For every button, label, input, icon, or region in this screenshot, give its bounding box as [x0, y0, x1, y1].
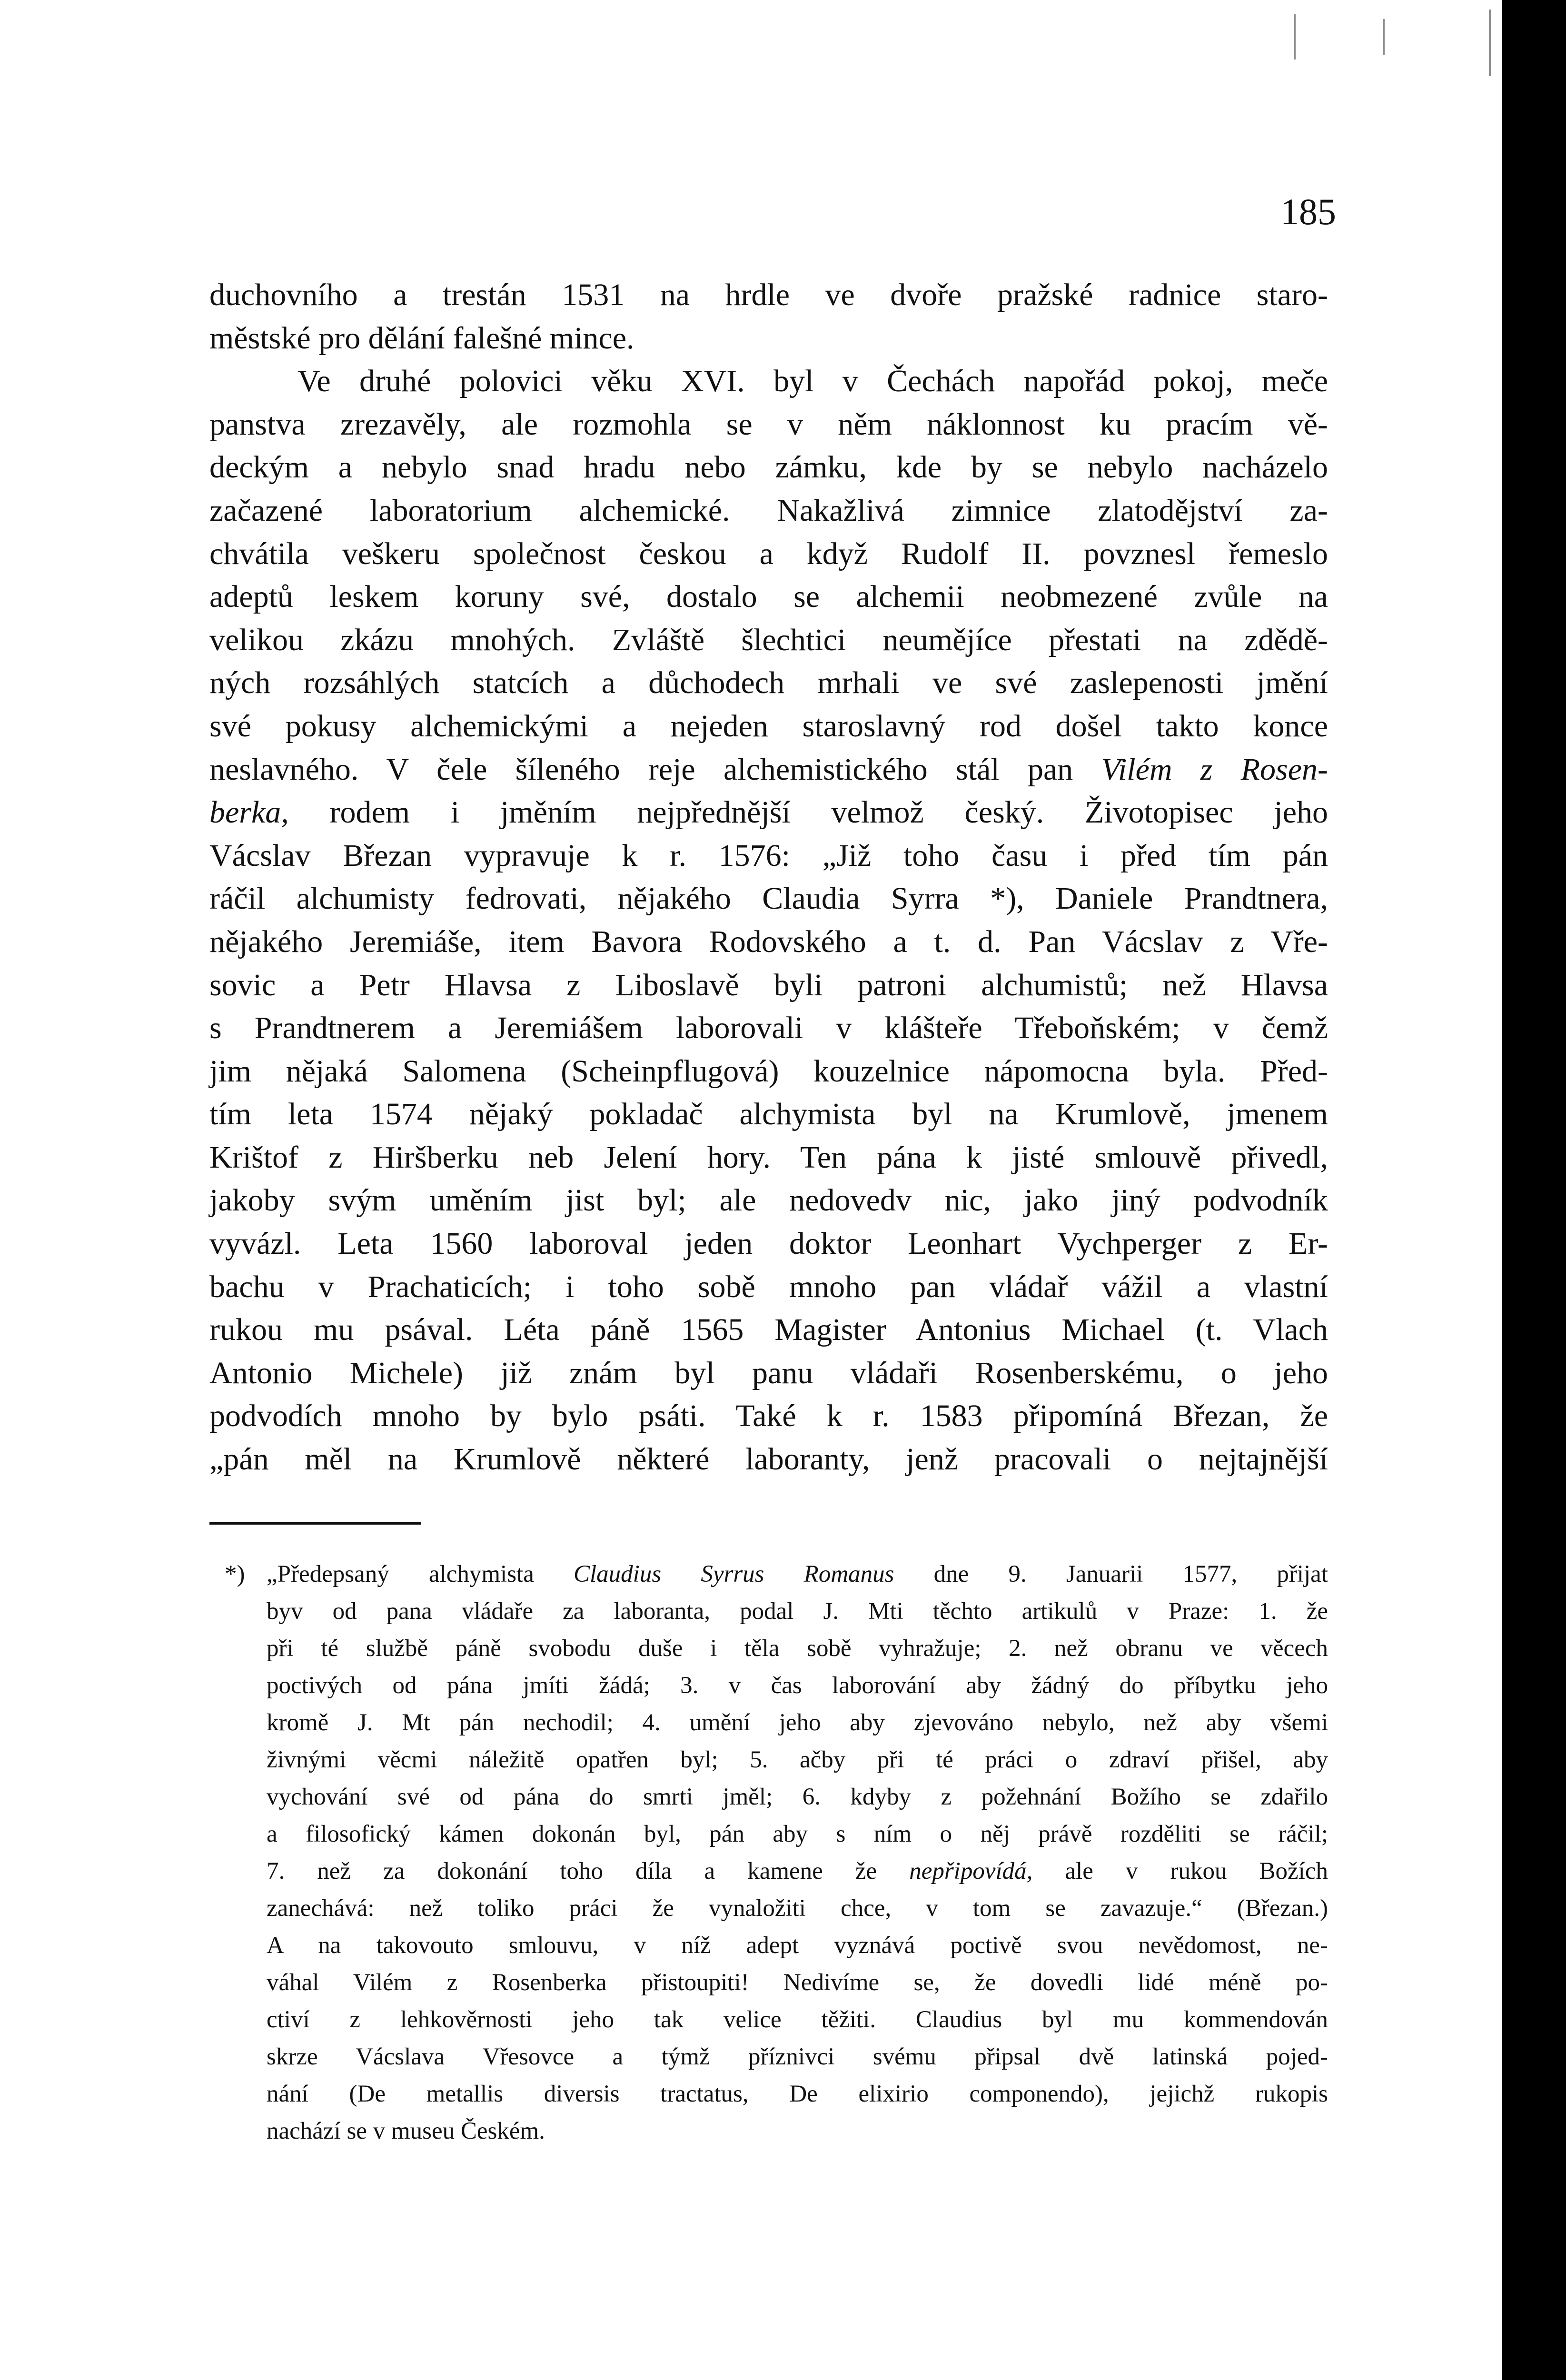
text-line: Krištof z Hiršberku neb Jelení hory. Ten pána k jisté smlouvě přivedl,: [209, 1140, 1328, 1175]
footnote-marker: *): [225, 1561, 245, 1587]
text-line: panstva zrezavěly, ale rozmohla se v něm náklonnost ku pracím vě-: [209, 407, 1328, 442]
text-line: jakoby svým uměním jist byl; ale nedovedv nic, jako jiný podvodník: [209, 1183, 1328, 1218]
italic-name: nepřipovídá,: [909, 1858, 1033, 1884]
text-segment: „Předepsaný alchymista: [267, 1561, 574, 1587]
text-line: chvátila veškeru společnost českou a když Rudolf II. povznesl řemeslo: [209, 536, 1328, 571]
text-line: poctivých od pána jmíti žádá; 3. v čas laborování aby žádný do příbytku jeho: [267, 1672, 1328, 1699]
text-line: „pán měl na Krumlově některé laboranty, jenž pracovali o nejtajnější: [209, 1442, 1328, 1477]
text-line: s Prandtnerem a Jeremiášem laborovali v klášteře Třeboňském; v čemž: [209, 1011, 1328, 1046]
text-line: skrze Vácslava Vřesovce a týmž příznivci svému připsal dvě latinská pojed-: [267, 2043, 1328, 2070]
scan-edge-mark: [1383, 19, 1385, 55]
text-line: podvodích mnoho by bylo psáti. Také k r. 1583 připomíná Březan, že: [209, 1398, 1328, 1434]
text-line: začazené laboratorium alchemické. Nakažlivá zimnice zlatodějství za-: [209, 493, 1328, 528]
text-line: ných rozsáhlých statcích a důchodech mrhali ve své zaslepenosti jmění: [209, 665, 1328, 701]
text-line: kromě J. Mt pán nechodil; 4. umění jeho aby zjevováno nebylo, než aby všemi: [267, 1709, 1328, 1736]
text-line: duchovního a trestán 1531 na hrdle ve dvoře pražské radnice staro-: [209, 278, 1328, 312]
text-line: sovic a Petr Hlavsa z Liboslavě byli patroni alchumistů; než Hlavsa: [209, 967, 1328, 1002]
text-line: nachází se v museu Českém.: [267, 2118, 545, 2144]
text-line: své pokusy alchemickými a nejeden staroslavný rod došel takto konce: [209, 708, 1328, 744]
text-segment: neslavného. V čele šíleného reje alchemistického stál pan: [209, 752, 1101, 787]
text-line: vychování své od pána do smrti jměl; 6. kdyby z požehnání Božího se zdařilo: [267, 1784, 1328, 1810]
text-line: ctiví z lehkověrnosti jeho tak velice těžiti. Claudius byl mu kommendován: [267, 2006, 1328, 2033]
text-line: a filosofický kámen dokonán byl, pán aby s ním o něj právě rozděliti se ráčil;: [267, 1821, 1328, 1847]
text-line: rukou mu psával. Léta páně 1565 Magister Antonius Michael (t. Vlach: [209, 1312, 1328, 1348]
footnote: [225, 1556, 1328, 2150]
page-number: 185: [1280, 191, 1336, 232]
body-text: [209, 274, 1328, 1481]
text-line: [267, 1853, 1328, 1890]
scan-edge-mark: [1294, 14, 1296, 60]
text-line: tím leta 1574 nějaký pokladač alchymista byl na Krumlově, jmenem: [209, 1097, 1328, 1132]
text-line: [209, 748, 1328, 792]
text-line: adeptů leskem koruny své, dostalo se alchemii neobmezené zvůle na: [209, 579, 1328, 615]
text-segment: 7. než za dokonání toho díla a kamene že: [267, 1858, 910, 1884]
italic-name: Vilém z Rosen-: [1101, 752, 1328, 787]
text-line: velikou zkázu mnohých. Zvláště šlechtici neumějíce přestati na zdědě-: [209, 622, 1328, 657]
text-line: [267, 1556, 1328, 1593]
text-line: deckým a nebylo snad hradu nebo zámku, kde by se nebylo nacházelo: [209, 450, 1328, 485]
text-line: jim nějaká Salomena (Scheinpflugová) kouzelnice nápomocna byla. Před-: [209, 1053, 1328, 1089]
italic-name: Claudius Syrrus Romanus: [573, 1561, 894, 1587]
text-line: při té službě páně svobodu duše i těla sobě vyhražuje; 2. než obranu ve věcech: [267, 1635, 1328, 1662]
text-line: váhal Vilém z Rosenberka přistoupiti! Nedivíme se, že dovedli lidé méně po-: [267, 1969, 1328, 1996]
text-segment: ale v rukou Božích: [1032, 1858, 1328, 1884]
footnote-separator: [209, 1522, 421, 1525]
text-line: A na takovouto smlouvu, v níž adept vyznává poctivě svou nevědomost, ne-: [267, 1932, 1328, 1959]
text-line: ráčil alchumisty fedrovati, nějakého Claudia Syrra *), Daniele Prandtnera,: [209, 881, 1328, 916]
text-line: Ve druhé polovici věku XVI. byl v Čechách napořád pokoj, meče: [297, 364, 1328, 399]
italic-name: berka,: [209, 795, 289, 830]
text-line: zanechává: než toliko práci že vynaložiti chce, v tom se zavazuje.“ (Březan.): [267, 1895, 1328, 1922]
text-segment: dne 9. Januarii 1577, přijat: [894, 1561, 1328, 1587]
text-line: byv od pana vládaře za laboranta, podal J. Mti těchto artikulů v Praze: 1. že: [267, 1598, 1328, 1625]
text-line: Antonio Michele) již znám byl panu vládaři Rosenberskému, o jeho: [209, 1355, 1328, 1390]
text-line: nějakého Jeremiáše, item Bavora Rodovského a t. d. Pan Vácslav z Vře-: [209, 924, 1328, 959]
text-line: [209, 791, 1328, 834]
scan-edge-mark: [1489, 10, 1491, 76]
text-line: Vácslav Březan vypravuje k r. 1576: „Již toho času i před tím pán: [209, 838, 1328, 873]
text-line: bachu v Prachaticích; i toho sobě mnoho pan vládař vážil a vlastní: [209, 1269, 1328, 1304]
text-line: nání (De metallis diversis tractatus, De elixirio componendo), jejichž rukopis: [267, 2081, 1328, 2107]
text-segment: rodem i jměním nejpřednější velmož český. Životopisec jeho: [288, 795, 1328, 830]
text-line: městské pro dělání falešné mince.: [209, 320, 634, 356]
text-line: živnými věcmi náležitě opatřen byl; 5. ačby při té práci o zdraví přišel, aby: [267, 1746, 1328, 1773]
text-line: vyvázl. Leta 1560 laboroval jeden doktor Leonhart Vychperger z Er-: [209, 1226, 1328, 1261]
